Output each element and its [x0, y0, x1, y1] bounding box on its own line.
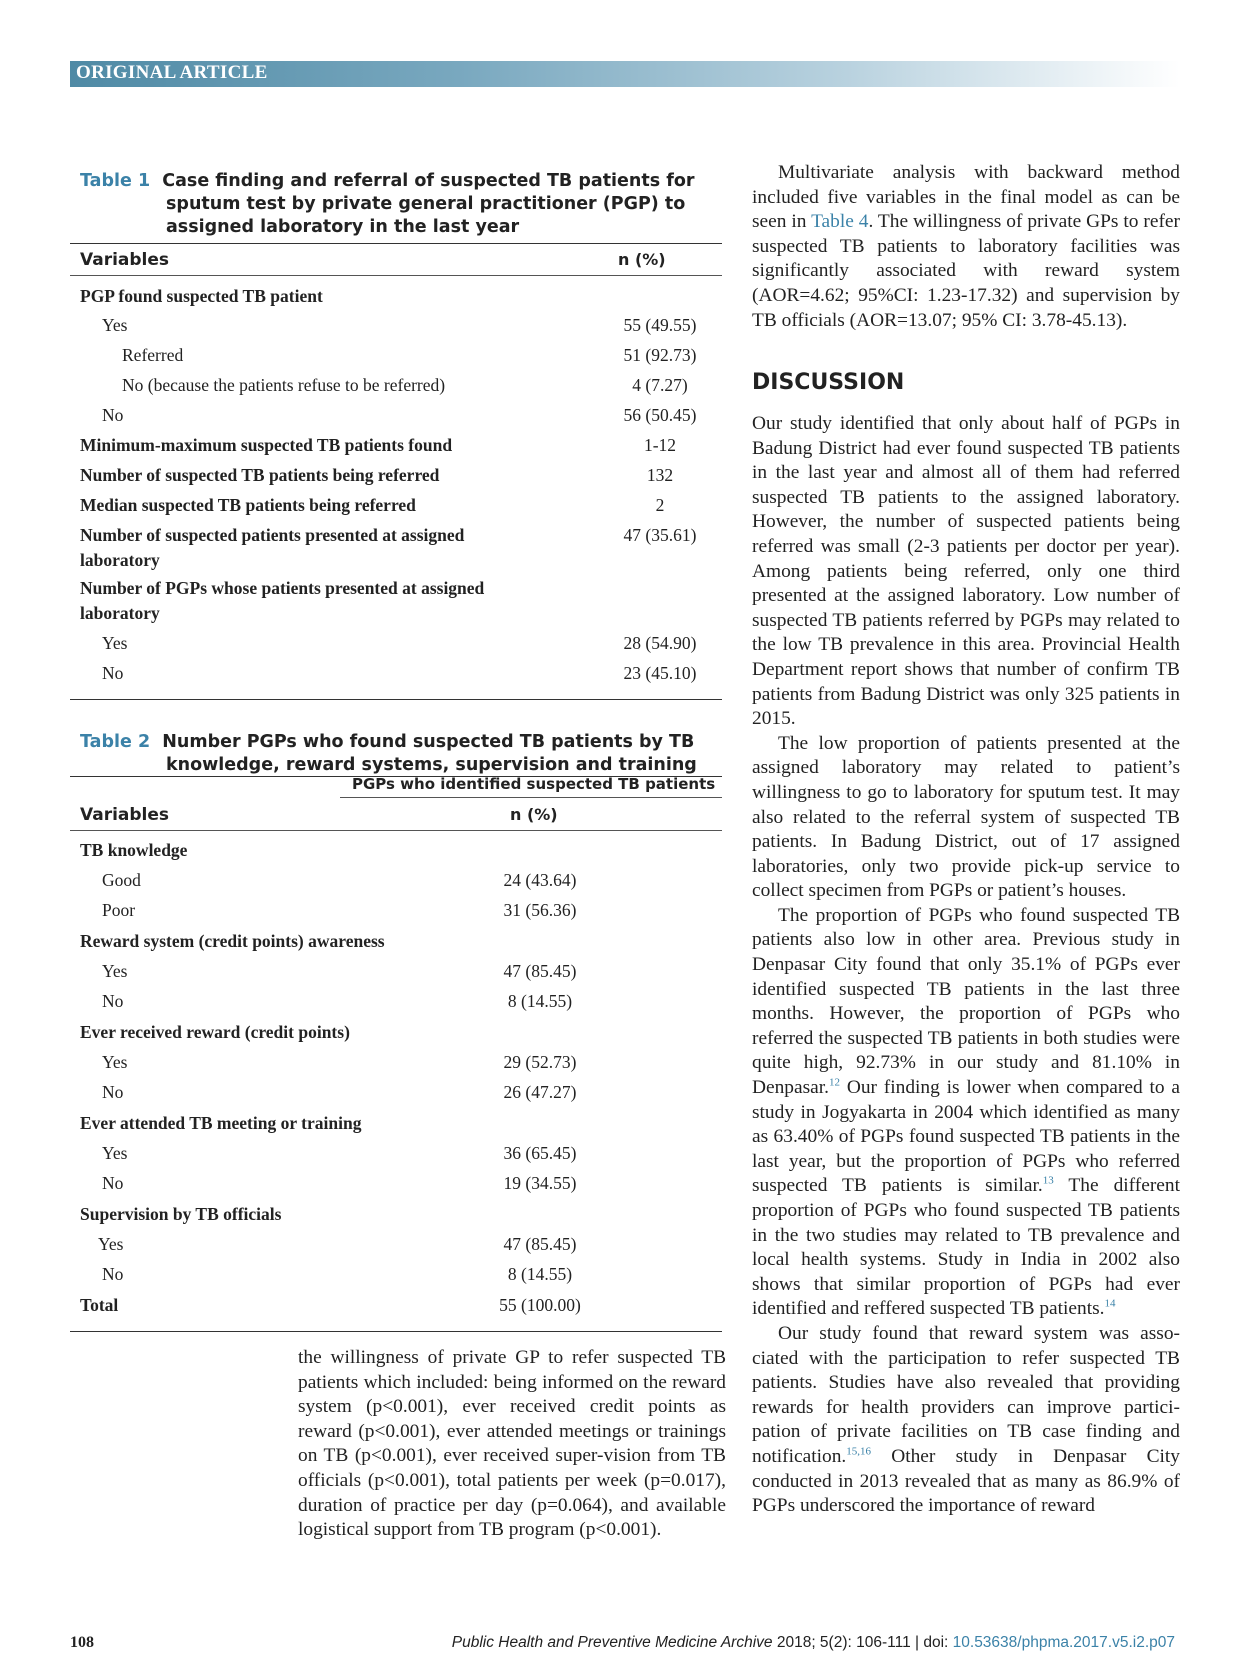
row-value: 56 (50.45): [623, 405, 697, 425]
row-label: Yes: [102, 315, 128, 335]
table1-caption-line: Case finding and referral of suspected TB patients for: [162, 171, 695, 191]
paragraph: Our study identified that only about half of PGPs in Badung District had ever found suspected TB patients in the last year and almost all of them had referred suspected TB patients to the assigned laboratory. However, the number of suspected patients being referred was small (2-3 patients per doctor per year). Among patients being referred, only one third presented at the assigned laboratory. Low number of suspected TB patients referred by PGPs may related to the low TB prevalence in this area. Provincial Health Department report shows that number of confirm TB patients from Badung District was only 325 patients in 2015.: [752, 413, 1180, 730]
row-value: 1-12: [643, 435, 677, 455]
citation-text: 2018; 5(2): 106-111 | doi:: [772, 1634, 953, 1651]
row-label: Ever attended TB meeting or training: [80, 1113, 362, 1133]
row-value: 8 (14.55): [507, 991, 573, 1011]
row-label: Number of suspected patients presented at assigned: [80, 525, 465, 545]
table-row: [80, 1262, 720, 1286]
table-row: [80, 1111, 720, 1135]
row-label: PGP found suspected TB patient: [80, 286, 323, 306]
row-label: Yes: [102, 1052, 128, 1072]
table2-col-variables: Variables: [80, 805, 170, 825]
row-label: Ever received reward (credit points): [80, 1022, 350, 1042]
table-row: [80, 838, 720, 862]
table1-col-n: n (%): [618, 250, 666, 269]
paragraph: Multivariate analysis with backward method included five variables in the final model as can be seen in Table 4. The willingness of private GPs to refer suspected TB patients to laboratory facilities was significantly associated with reward system (AOR=4.62; 95%CI: 1.23-17.32) and supervision by TB officials (AOR=13.07; 95% CI: 3.78-45.13).: [752, 162, 1180, 331]
footer-citation: [452, 1634, 1175, 1652]
table2-bottom-rule: [70, 1331, 722, 1332]
table1-top-rule: [70, 243, 722, 244]
row-value: 47 (85.45): [503, 961, 577, 981]
row-label-continued: laboratory: [80, 550, 160, 570]
paragraph: The proportion of PGPs who found suspected TB patients also low in other area. Previous study in Denpasar City found that only 35.1% of PGPs ever identified suspected TB patients in the last three months. However, the proportion of PGPs who referred the suspected TB patients in both studies were quite high, 92.73% in our study and 81.10% in Denpasar.$^{12}$ Our finding is lower when compared to a study in Jogyakarta in 2004 which identified as many as 63.40% of PGPs found suspected TB patients in the last year, but the proportion of PGPs who referred suspected TB patients is similar.$^{13}$ The different proportion of PGPs who found suspected TB patients in the two studies may related to TB prevalence and local health systems. Study in India in 2002 also shows that similar proportion of PGPs had ever identified and reffered suspected TB patients.$^{14}$: [752, 904, 1180, 1320]
table-row: [80, 284, 720, 308]
row-value: 4 (7.27): [632, 375, 688, 395]
table2-caption-line: Number PGPs who found suspected TB patients by TB: [162, 732, 695, 752]
discussion-heading: DISCUSSION: [752, 370, 905, 395]
table2-group-rule: [340, 797, 722, 798]
row-label: No: [102, 1264, 124, 1284]
row-label: Yes: [102, 633, 128, 653]
table2-label: Table 2: [80, 732, 151, 752]
row-value: 55 (49.55): [623, 315, 697, 335]
table-row: [80, 1050, 720, 1074]
row-value: 31 (56.36): [503, 900, 577, 920]
paragraph: Our study found that reward system was asso-ciated with the participation to refer suspected TB patients. Studies have also revealed that providing rewards for health providers can improve partici-pation of private facilities on TB case finding and notification.$^{15,16}$ Other study in Denpasar City conducted in 2013 revealed that as many as 86.9% of PGPs underscored the importance of reward: [752, 1322, 1180, 1517]
table1-caption-line: sputum test by private general practitioner (PGP) to: [166, 194, 686, 214]
row-label: Number of suspected TB patients being referred: [80, 465, 440, 485]
row-value: 23 (45.10): [623, 663, 697, 683]
row-label: Supervision by TB officials: [80, 1204, 282, 1224]
row-label: Yes: [98, 1234, 124, 1254]
table2-header-rule: [70, 830, 722, 831]
table2-col-n: n (%): [510, 805, 558, 824]
row-value: 26 (47.27): [503, 1082, 577, 1102]
table-row: [80, 898, 720, 922]
row-value: 55 (100.00): [499, 1295, 581, 1315]
row-label: No: [102, 663, 124, 683]
table-row: [80, 493, 720, 517]
section-label: ORIGINAL ARTICLE: [76, 62, 268, 83]
row-label: No: [102, 1082, 124, 1102]
table2-caption-line: knowledge, reward systems, supervision and training: [166, 755, 697, 775]
table-row: [80, 403, 720, 427]
table1-label: Table 1: [80, 171, 151, 191]
table1-col-variables: Variables: [80, 250, 170, 270]
table-row: [80, 433, 720, 457]
citation-link[interactable]: 13: [1042, 1174, 1054, 1187]
paragraph: The low proportion of patients presented at the assigned laboratory may related to patient’s willingness to go to laboratory for sputum test. It may also related to the referral system of suspected TB patients. In Badung District, out of 17 assigned laboratories, only two provide pick-up service to collect specimen from PGPs or patient’s houses.: [752, 732, 1180, 902]
row-label: Reward system (credit points) awareness: [80, 931, 385, 951]
table-row: [80, 1232, 720, 1256]
row-value: 47 (85.45): [503, 1234, 577, 1254]
section-banner: [70, 61, 1180, 87]
discussion-text: [752, 412, 1180, 1519]
table-row: [80, 373, 720, 397]
row-value: 36 (65.45): [503, 1143, 577, 1163]
table-row: [80, 868, 720, 892]
table-row: [80, 1202, 720, 1226]
citation-link[interactable]: 14: [1104, 1297, 1116, 1310]
table-row: [80, 631, 720, 655]
row-label: Yes: [102, 961, 128, 981]
paragraph: the willingness of private GP to refer suspected TB patients which included: being informed on the reward system (p<0.001), ever received credit points as reward (p<0.001), ever attended meetings or trainings on TB (p<0.001), ever received super-vision from TB officials (p<0.001), total patients per week (p=0.017), duration of practice per day (p=0.064), and available logistical support from TB program (p<0.001).: [298, 1347, 726, 1541]
row-label: Yes: [102, 1143, 128, 1163]
row-label: No (because the patients refuse to be referred): [122, 375, 446, 395]
row-value: 8 (14.55): [507, 1264, 573, 1284]
row-label: No: [102, 991, 124, 1011]
table4-link[interactable]: Table 4: [811, 211, 869, 233]
right-column-intro: [752, 161, 1180, 333]
table-row: [80, 576, 720, 623]
row-label-continued: laboratory: [80, 603, 160, 623]
citation-link[interactable]: 12: [829, 1076, 840, 1089]
row-value: 19 (34.55): [503, 1173, 577, 1193]
row-label: Good: [102, 870, 141, 890]
table2-caption: [80, 731, 700, 777]
doi-link[interactable]: 10.53638/phpma.2017.v5.i2.p07: [952, 1634, 1175, 1651]
left-column-text: [298, 1346, 726, 1543]
table-row: [80, 1171, 720, 1195]
table-row: [80, 313, 720, 337]
row-label: No: [102, 405, 124, 425]
page-number: 108: [70, 1634, 94, 1651]
table1-bottom-rule: [70, 699, 722, 700]
table-row: [80, 1293, 720, 1317]
citation-link[interactable]: 15,16: [846, 1445, 871, 1458]
table-row: [80, 463, 720, 487]
row-label: Total: [80, 1295, 119, 1315]
row-value: 47 (35.61): [623, 525, 697, 545]
table1-caption-line: assigned laboratory in the last year: [166, 217, 520, 237]
table-row: [80, 523, 720, 570]
table-row: [80, 343, 720, 367]
table-row: [80, 959, 720, 983]
table-row: [80, 1141, 720, 1165]
row-value: 2: [655, 495, 665, 515]
row-value: 29 (52.73): [503, 1052, 577, 1072]
row-label: Referred: [122, 345, 184, 365]
row-value: 28 (54.90): [623, 633, 697, 653]
table1-header-rule: [70, 275, 722, 276]
table-row: [80, 1080, 720, 1104]
row-label: TB knowledge: [80, 840, 188, 860]
journal-name: Public Health and Preventive Medicine Archive: [451, 1634, 773, 1651]
row-value: 51 (92.73): [623, 345, 697, 365]
table-row: [80, 989, 720, 1013]
table1-caption: [80, 170, 700, 239]
table2-col-group: PGPs who identified suspected TB patients: [352, 775, 716, 793]
row-label: Number of PGPs whose patients presented at assigned: [80, 578, 485, 598]
row-label: Minimum-maximum suspected TB patients found: [80, 435, 453, 455]
table-row: [80, 661, 720, 685]
table-row: [80, 1020, 720, 1044]
row-label: Poor: [102, 900, 136, 920]
row-value: 24 (43.64): [503, 870, 577, 890]
row-label: Median suspected TB patients being referred: [80, 495, 416, 515]
row-label: No: [102, 1173, 124, 1193]
table-row: [80, 929, 720, 953]
row-value: 132: [646, 465, 674, 485]
